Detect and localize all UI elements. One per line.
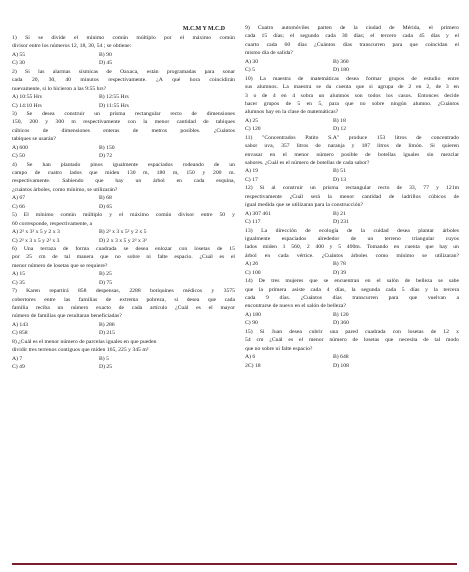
question-text-line: 6) Una terraza de forma cuadrada se desea enlozar con losetas de 15 — [12, 245, 235, 252]
answer-option: D) 231 — [333, 219, 349, 226]
right-column — [245, 24, 459, 370]
answer-options-row — [245, 260, 459, 268]
question-text-line: respectivamente. Sabiendo que hay un árbol en cada esquina, — [12, 178, 235, 185]
answer-option: A) 180 — [245, 311, 261, 318]
answer-option: D) 13 — [333, 176, 347, 183]
answer-option: 2C) 18 — [245, 362, 261, 369]
answer-option: A) 10:55 Hrs — [12, 94, 43, 101]
answer-option: A) 600 — [12, 144, 28, 151]
answer-option: B) 2² x 3 x 5² y 2 x 5 — [99, 229, 147, 236]
question-text-line: cada 20, 30, 40 minutos respectivamente. ¿A qué hora coincidirán — [12, 77, 235, 84]
answer-option: C) 50 — [12, 153, 25, 160]
answer-options-row — [245, 167, 459, 175]
answer-option: C) 100 — [245, 269, 261, 276]
answer-options-row — [12, 102, 235, 110]
answer-option: B) 78 — [333, 261, 346, 268]
answer-options-row — [12, 203, 235, 211]
question-text-line: encontrarse de nuevo en el salón de belleza? — [245, 303, 346, 310]
answer-options-row — [12, 93, 235, 101]
answer-options-row — [12, 51, 235, 59]
question-text-line: 14) De tres mujeres que se encuentran en el salón de belleza se sabe — [245, 278, 459, 285]
question-text-line: cada 9 días. ¿Cuántos días transcurren para que vuelvan a — [245, 295, 459, 301]
question-text-line: 9) Cuatro automóviles parten de la ciudad de Mérida, el primero — [245, 25, 459, 31]
question-text-line: cobertores entre las familias de extrema pobreza, si desea que cada — [12, 296, 235, 303]
answer-option: D) 11:55 Hrs — [99, 102, 129, 109]
page-title: M.C.M Y M.C.D — [182, 26, 225, 32]
question-text-line: campo de cuatro lados que miden 130 m, 180 m, 150 y 200 m. — [12, 170, 235, 176]
answer-option: A) 15 — [12, 271, 26, 278]
answer-option: B) 68 — [99, 195, 112, 202]
question-text-line: 3) Se desea construir un prisma rectangular recto de dimensiones — [12, 110, 235, 117]
question-text-line: cada 15 días; el segundo cada 30 días; el tercero cada 45 días y el — [245, 33, 459, 40]
question-text-line: árbol en cada vértice. ¿Cuántos árboles como mínimo se utilizaran? — [245, 252, 459, 259]
answer-option: A) 67 — [12, 195, 26, 202]
question-text-line: sus alumnos. La maestra se da cuenta que si agrupa de 2 en 2, de 3 en — [245, 84, 459, 91]
answer-option: D) 72 — [99, 153, 113, 160]
answer-option: A) 307 461 — [245, 210, 271, 217]
question-text-line: menor número de losetas que se requiere? — [12, 262, 108, 269]
answer-options-row — [245, 319, 459, 327]
answer-option: B) 648 — [333, 354, 349, 361]
question-text-line: que no sobre ni falte espacio? — [245, 345, 313, 352]
question-text-line: 8) ¿Cuál es el menor número de parcelas iguales en que pueden — [12, 338, 157, 345]
answer-option: C) 14:10 Hrs — [12, 102, 42, 109]
question-text-line: envasar en el menor número posible de botellas iguales sin mezclar — [245, 151, 459, 158]
answer-option: C) 117 — [245, 219, 261, 226]
question-text-line: igualmente espaciados alrededor de un terreno triangular cuyos — [245, 235, 459, 242]
answer-option: A) 7 — [12, 355, 23, 362]
answer-option: A) 26 — [245, 261, 259, 268]
answer-option: D) 215 — [99, 330, 115, 337]
answer-option: B) 150 — [99, 144, 115, 151]
question-text-line: familia reciba un número exacto de cada artículo ¿Cuál es el mayor — [12, 305, 235, 311]
question-text-line: cúbicos de dimensiones enteras de metros posibles. ¿Cuántos — [12, 127, 235, 134]
answer-option: C) 120 — [245, 126, 261, 133]
answer-options-row — [12, 355, 235, 363]
answer-options-row — [245, 210, 459, 218]
answer-option: C) 5 — [245, 67, 255, 74]
answer-option: B) 360 — [333, 58, 349, 65]
question-text-line: ¿cuántos árboles, como mínimo, se utilizarán? — [12, 186, 118, 193]
answer-option: B) 25 — [99, 271, 112, 278]
footer-rule — [12, 563, 457, 565]
question-text-line: 150, 200 y 300 m respectivamente con la menor cantidad de tabiques — [12, 119, 235, 126]
answer-options-row — [245, 58, 459, 66]
answer-option: D) 65 — [99, 203, 113, 210]
question-text-line: 60 corresponde, respectivamente, a — [12, 220, 93, 227]
answer-option: B) 90 — [99, 51, 112, 58]
answer-option: C) 90 — [245, 320, 258, 327]
answer-option: C) 30 — [12, 60, 25, 67]
answer-option: A) 6 — [245, 354, 256, 361]
answer-options-row — [12, 270, 235, 278]
answer-option: C) 17 — [245, 176, 258, 183]
answer-options-row — [12, 363, 235, 371]
question-text-line: 7) Karen repartirá 858 despensas, 2288 botiquines médicos y 3575 — [12, 288, 235, 295]
question-text-line: sabor uva, 357 litros de naranja y 187 litros de limón. Si quieren — [245, 143, 459, 150]
answer-options-row — [245, 66, 459, 74]
answer-options-row — [12, 152, 235, 160]
question-text-line: 13) La dirección de ecología de la cuidad desea plantar árboles — [245, 227, 459, 234]
question-text-line: mismo día de salida? — [245, 50, 293, 57]
answer-options-row — [12, 59, 235, 67]
answer-option: D) 39 — [333, 269, 347, 276]
answer-options-row — [12, 279, 235, 287]
question-text-line: respectivamente ¿Cuál será la menor cantidad de ladrillos cúbicos de — [245, 193, 459, 200]
question-text-line: tabiques se usarán? — [12, 136, 56, 143]
question-text-line: 10) La maestra de matemáticas desea formar grupos de estudio entre — [245, 75, 459, 82]
question-text-line: igual medida que se utilizaran para la construcción? — [245, 202, 363, 209]
answer-option: A) 19 — [245, 168, 259, 175]
answer-option: B) 12:55 Hrs — [99, 94, 129, 101]
question-text-line: que la primera asiste cada 4 días, la segunda cada 5 días y la tercera — [245, 286, 459, 293]
answer-option: D) 45 — [99, 60, 113, 67]
answer-options-row — [245, 362, 459, 370]
answer-options-row — [245, 353, 459, 361]
left-column — [12, 24, 235, 372]
answer-option: A) 55 — [12, 51, 26, 58]
answer-option: A) 143 — [12, 321, 28, 328]
answer-option: B) 51 — [333, 168, 346, 175]
answer-option: C) 35 — [12, 279, 25, 286]
question-text-line: 12) Si al construir un prisma rectangular recto de 33, 77 y 121m — [245, 185, 459, 192]
answer-option: A) 2² x 3² x 5 y 2 x 3 — [12, 229, 60, 236]
question-text-line: divisor entre los números 12, 18, 30, 54 ; se obtiene: — [12, 43, 132, 50]
answer-option: C) 858 — [12, 330, 28, 337]
answer-option: B) 21 — [333, 210, 346, 217]
answer-option: B) 286 — [99, 321, 115, 328]
question-text-line: sabores. ¿Cuál es el número de botellas de cada sabor? — [245, 160, 370, 166]
answer-option: D) 12 — [333, 126, 347, 133]
question-text-line: lados miden 1 560, 2 400 y 5 400m. Tomando en cuenta que hay un — [245, 244, 459, 251]
answer-option: D) 2 x 3 x 5 y 2² x 3² — [99, 237, 147, 244]
question-text-line: cuarto cada 60 días ¿Cuántos días transcurren para que coincidan el — [245, 41, 459, 48]
question-text-line: alumnos hay en la clase de matemáticas? — [245, 109, 339, 116]
answer-option: B) 5 — [99, 355, 109, 362]
answer-options-row — [245, 176, 459, 184]
question-text-line: 5) El mínimo común múltiplo y el máximo común divisor entre 50 y — [12, 212, 235, 219]
answer-options-row — [12, 321, 235, 329]
answer-option: B) 120 — [333, 311, 349, 318]
answer-option: D) 25 — [99, 364, 113, 371]
answer-option: D) 75 — [99, 279, 113, 286]
answer-options-row — [12, 144, 235, 152]
question-text-line: dividir tres terrenos contiguos que miden 165, 225 y 345 m² — [12, 347, 149, 354]
answer-options-row — [12, 329, 235, 337]
answer-option: C) 49 — [12, 364, 25, 371]
answer-options-row — [245, 117, 459, 125]
question-text-line: 54 cm ¿Cuál es el menor número de losetas que necesita de tal modo — [245, 337, 459, 344]
question-text-line: hacer grupos de 5 en 5, para que no sobre ningún alumno. ¿Cuántos — [245, 100, 459, 107]
answer-options-row — [12, 237, 235, 245]
question-text-line: 4) Se han plantado pinos igualmente espaciados rodeando de un — [12, 161, 235, 168]
answer-option: D) 180 — [333, 67, 349, 74]
answer-options-row — [12, 194, 235, 202]
question-text-line: por 25 cm de tal manera que no sobre ni falte espacio. ¿Cuál es el — [12, 254, 235, 261]
answer-options-row — [245, 218, 459, 226]
question-text-line: 15) Si Juan desea cubrir una pared cuadrada con losetas de 12 x — [245, 328, 459, 335]
answer-option: D) 108 — [333, 362, 349, 369]
answer-option: A) 30 — [245, 58, 259, 65]
answer-option: B) 18 — [333, 117, 346, 124]
question-text-line: 2) Si las alarmas sísmicas de Oaxaca, están programadas para sonar — [12, 68, 235, 75]
question-text-line: nuevamente, si lo hicieron a las 9:55 hrs? — [12, 85, 107, 92]
answer-option: C) 66 — [12, 203, 25, 210]
answer-options-row — [245, 269, 459, 277]
question-text-line: 3 o de 4 en 4 sobra un alumnos son todos los casos. Entonces decide — [245, 92, 459, 99]
answer-option: D) 360 — [333, 320, 349, 327]
question-text-line: 1) Sí se divide el mínimo común múltiplo por el máximo común — [12, 35, 235, 41]
question-text-line: 11) "Concentrados Patito S.A" produce 153 litros de concentrado — [245, 134, 459, 141]
answer-option: C) 2² x 3 x 5 y 2² x 3 — [12, 237, 60, 244]
answer-option: A) 25 — [245, 117, 259, 124]
question-text-line: número de familias que resultaran beneficiadas? — [12, 313, 122, 320]
answer-options-row — [245, 125, 459, 133]
answer-options-row — [12, 228, 235, 236]
answer-options-row — [245, 311, 459, 319]
